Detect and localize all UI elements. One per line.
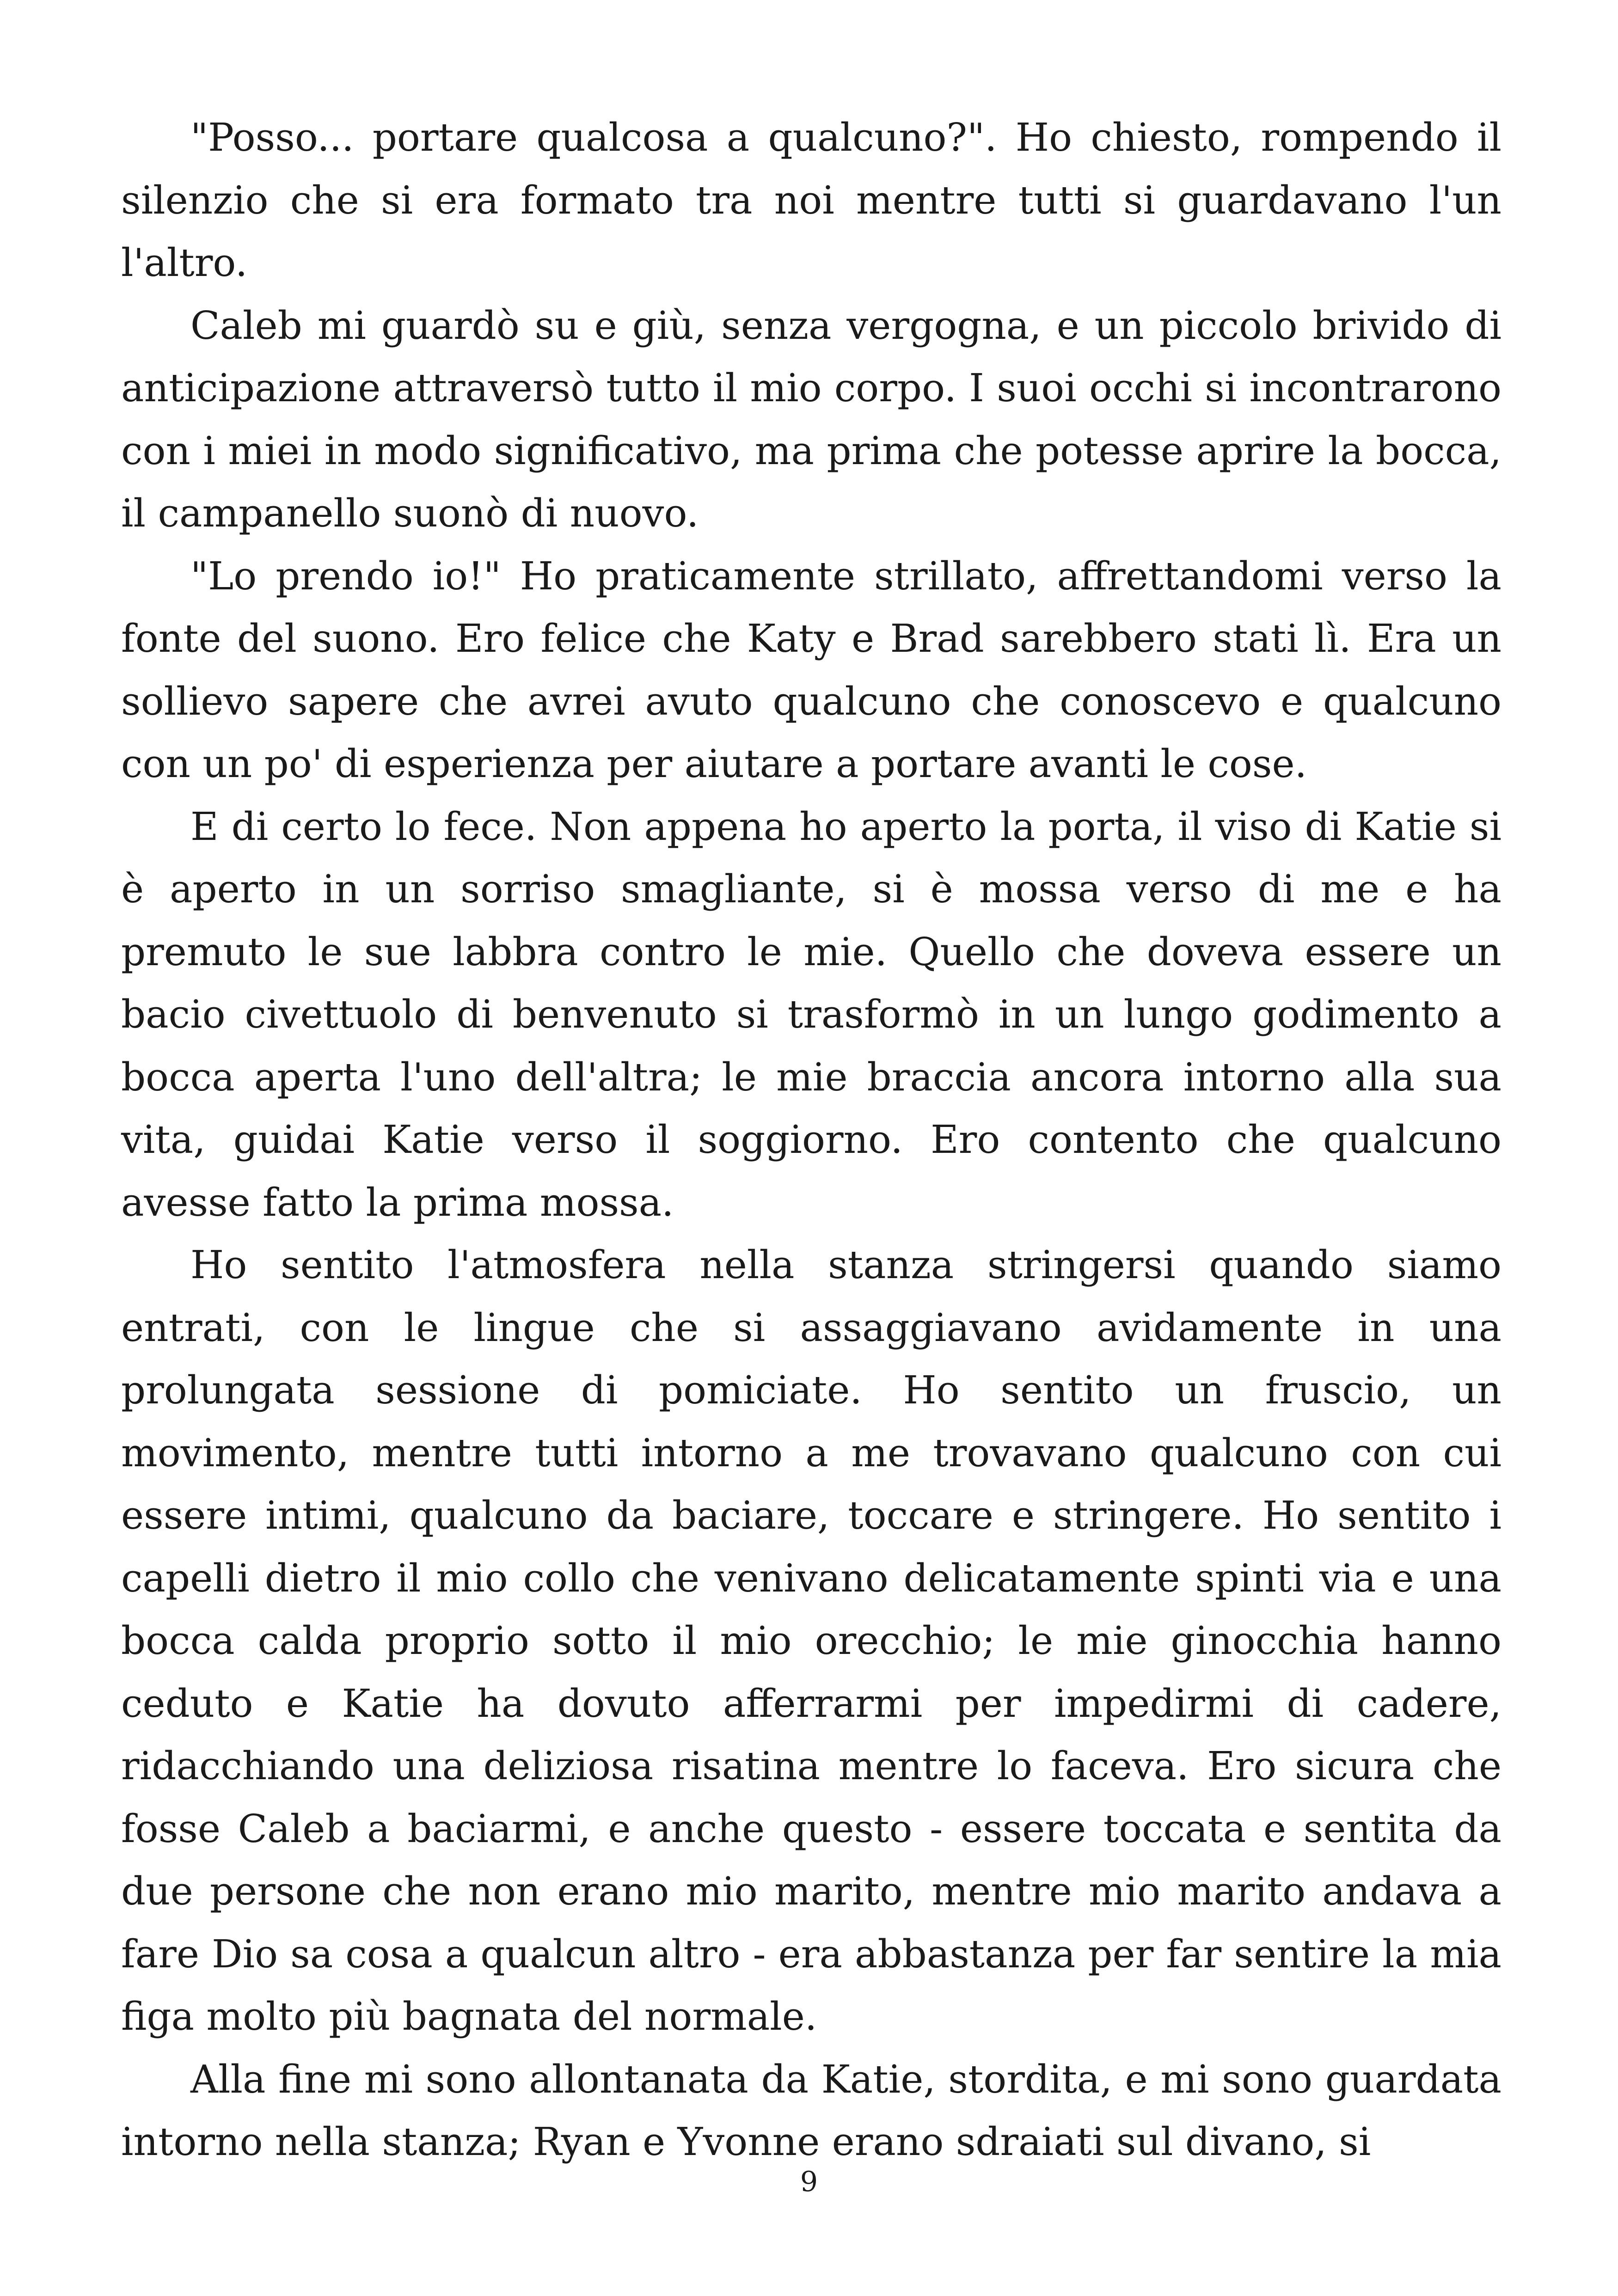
paragraph-2: Caleb mi guardò su e giù, senza vergogna, e un piccolo brivido di anticipazione attraversò tutto il mio corpo. I suoi occhi si incontrarono con i miei in modo significativo, ma prima che potesse aprire la bocca, il campanello suonò di nuovo. xyxy=(121,303,1502,536)
body-text xyxy=(121,106,1502,2174)
paragraph-4: E di certo lo fece. Non appena ho aperto la porta, il viso di Katie si è aperto in un sorriso smagliante, si è mossa verso di me e ha premuto le sue labbra contro le mie. Quello che doveva essere un bacio civettuolo di benvenuto si trasformò in un lungo godimento a bocca aperta l'uno dell'altra; le mie braccia ancora intorno alla sua vita, guidai Katie verso il soggiorno. Ero contento che qualcuno avesse fatto la prima mossa. xyxy=(121,804,1502,1225)
paragraph-1: "Posso... portare qualcosa a qualcuno?". Ho chiesto, rompendo il silenzio che si era formato tra noi mentre tutti si guardavano l'un l'altro. xyxy=(121,115,1502,285)
paragraph-3: "Lo prendo io!" Ho praticamente strillato, affrettandomi verso la fonte del suono. Ero felice che Katy e Brad sarebbero stati lì. Era un sollievo sapere che avrei avuto qualcuno che conoscevo e qualcuno con un po' di esperienza per aiutare a portare avanti le cose. xyxy=(121,553,1502,786)
page-number: 9 xyxy=(800,2166,818,2198)
paragraph-6: Alla fine mi sono allontanata da Katie, stordita, e mi sono guardata intorno nella stanza; Ryan e Yvonne erano sdraiati sul divano, si xyxy=(121,2057,1502,2164)
paragraph-5: Ho sentito l'atmosfera nella stanza stringersi quando siamo entrati, con le lingue che si assaggiavano avidamente in una prolungata sessione di pomiciate. Ho sentito un fruscio, un movimento, mentre tutti intorno a me trovavano qualcuno con cui essere intimi, qualcuno da baciare, toccare e stringere. Ho sentito i capelli dietro il mio collo che venivano delicatamente spinti via e una bocca calda proprio sotto il mio orecchio; le mie ginocchia hanno ceduto e Katie ha dovuto afferrarmi per impedirmi di cadere, ridacchiando una deliziosa risatina mentre lo faceva. Ero sicura che fosse Caleb a baciarmi, e anche questo - essere toccata e sentita da due persone che non erano mio marito, mentre mio marito andava a fare Dio sa cosa a qualcun altro - era abbastanza per far sentire la mia figa molto più bagnata del normale. xyxy=(121,1243,1502,2039)
